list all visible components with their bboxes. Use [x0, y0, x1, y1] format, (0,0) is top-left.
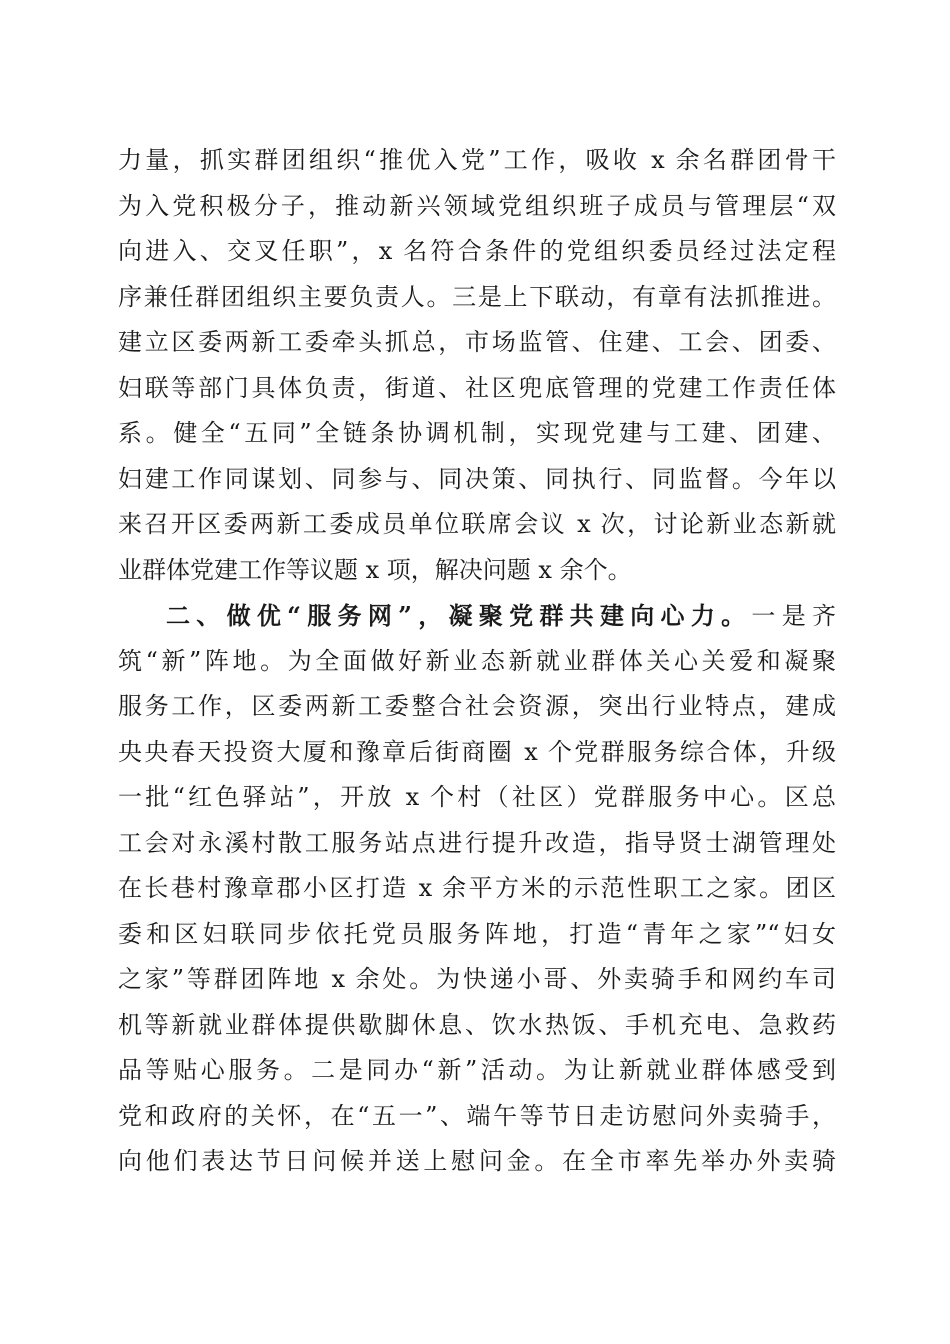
- text-line: 央央春天投资大厦和豫章后街商圈 x 个党群服务综合体，升级: [118, 737, 836, 766]
- body-text: [118, 138, 836, 1185]
- section-heading-rest: 一是齐: [751, 602, 836, 630]
- text-line: 序兼任群团组织主要负责人。三是上下联动，有章有法抓推进。: [118, 282, 836, 311]
- text-line: 来召开区委两新工委成员单位联席会议 x 次，讨论新业态新就: [118, 510, 836, 538]
- text-line: 筑“新”阵地。为全面做好新业态新就业群体关心关爱和凝聚: [118, 646, 836, 675]
- text-line: 在长巷村豫章郡小区打造 x 余平方米的示范性职工之家。团区: [118, 874, 836, 902]
- text-line: 一批“红色驿站”，开放 x 个村（社区）党群服务中心。区总: [118, 783, 836, 811]
- text-line: 工会对永溪村散工服务站点进行提升改造，指导贤士湖管理处: [118, 828, 836, 857]
- text-line: 业群体党建工作等议题 x 项，解决问题 x 余个。: [118, 555, 632, 584]
- text-line: 妇建工作同谋划、同参与、同决策、同执行、同监督。今年以: [118, 464, 836, 493]
- text-line: 力量，抓实群团组织“推优入党”工作，吸收 x 余名群团骨干: [118, 146, 836, 174]
- text-line: 委和区妇联同步依托党员服务阵地，打造“青年之家”“妇女: [118, 919, 836, 948]
- text-line: 党和政府的关怀，在“五一”、端午等节日走访慰问外卖骑手，: [118, 1101, 836, 1130]
- section-heading: 二、做优“服务网”，凝聚党群共建向心力。: [166, 601, 752, 630]
- text-line: 妇联等部门具体负责，街道、社区兜底管理的党建工作责任体: [118, 373, 836, 402]
- text-line: 机等新就业群体提供歇脚休息、饮水热饭、手机充电、急救药: [118, 1010, 836, 1039]
- text-line: 向他们表达节日问候并送上慰问金。在全市率先举办外卖骑: [118, 1147, 836, 1175]
- text-line: 系。健全“五同”全链条协调机制，实现党建与工建、团建、: [118, 419, 836, 447]
- text-line: 向进入、交叉任职”，x 名符合条件的党组织委员经过法定程: [118, 237, 836, 265]
- text-line: 服务工作，区委两新工委整合社会资源，突出行业特点，建成: [118, 692, 836, 720]
- section-heading-line: [118, 593, 836, 639]
- text-line: 为入党积极分子，推动新兴领域党组织班子成员与管理层“双: [118, 191, 836, 220]
- text-line: 之家”等群团阵地 x 余处。为快递小哥、外卖骑手和网约车司: [118, 965, 836, 993]
- text-line: 品等贴心服务。二是同办“新”活动。为让新就业群体感受到: [118, 1056, 836, 1084]
- text-line: 建立区委两新工委牵头抓总，市场监管、住建、工会、团委、: [118, 328, 836, 356]
